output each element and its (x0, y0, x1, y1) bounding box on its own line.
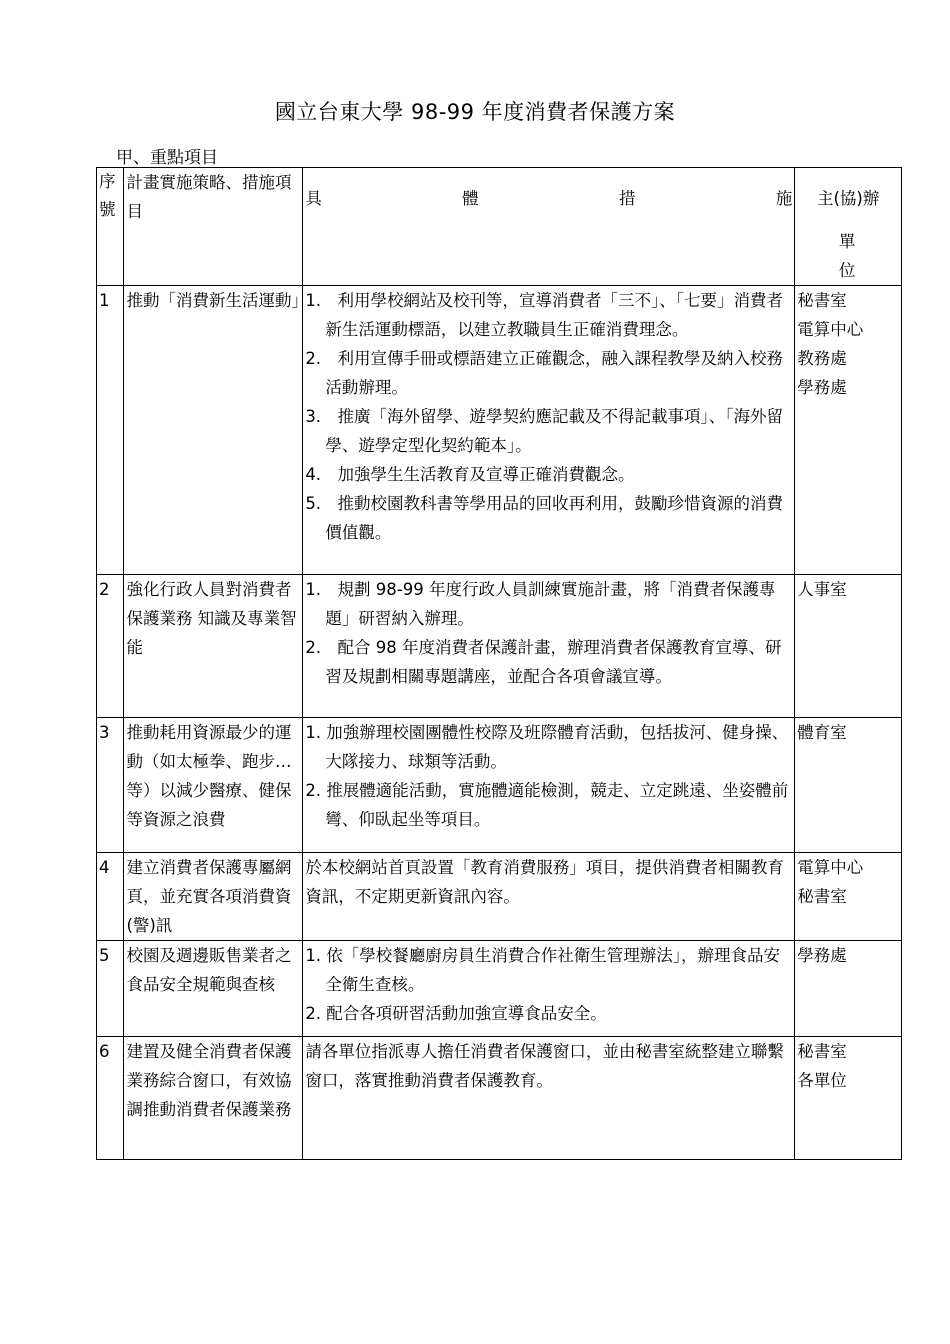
row-units (795, 286, 902, 575)
table-row (97, 941, 902, 1037)
row-measures (303, 286, 795, 575)
measure-item: 1. 加強辦理校園團體性校際及班際體育活動，包括拔河、健身操、大隊接力、球類等活動。 (305, 723, 789, 771)
unit-name: 秘書室 (797, 291, 847, 310)
unit-name: 電算中心 (797, 320, 864, 339)
header-strategy: 計畫實施策略、措施項目 (124, 168, 303, 286)
header-measure-char: 措 (618, 189, 636, 208)
measure-item: 1. 依「學校餐廳廚房員生消費合作社衛生管理辦法」，辦理食品安全衛生查核。 (305, 946, 781, 994)
row-units (795, 941, 902, 1037)
measure-item: 1. 規劃 98-99 年度行政人員訓練實施計畫，將「消費者保護專題」研習納入辦理。 (305, 580, 776, 628)
row-measures (303, 941, 795, 1037)
header-measure-char: 體 (462, 189, 479, 208)
section-heading: 甲、重點項目 (116, 148, 218, 168)
row-number: 1 (97, 286, 124, 575)
header-measure-char: 施 (775, 189, 793, 208)
row-strategy: 建置及健全消費者保護業務綜合窗口，有效協調推動消費者保護業務 (124, 1037, 303, 1160)
row-measures (303, 575, 795, 718)
row-measures (303, 718, 795, 853)
unit-name: 學務處 (797, 946, 847, 965)
row-units (795, 853, 902, 941)
row-number: 3 (97, 718, 124, 853)
header-unit-line1: 主(協)辦 (816, 189, 880, 208)
unit-name: 各單位 (797, 1071, 847, 1090)
unit-name: 秘書室 (797, 887, 847, 906)
row-units (795, 575, 902, 718)
table-row (97, 853, 902, 941)
unit-name: 學務處 (797, 378, 847, 397)
header-measure-char: 具 (305, 189, 322, 208)
row-measure-text: 請各單位指派專人擔任消費者保護窗口，並由秘書室統整建立聯繫窗口，落實推動消費者保護教育。 (303, 1037, 795, 1160)
table-row (97, 1037, 902, 1160)
row-strategy: 建立消費者保護專屬網頁，並充實各項消費資(警)訊 (124, 853, 303, 941)
measure-item: 2. 利用宣傳手冊或標語建立正確觀念，融入課程教學及納入校務活動辦理。 (305, 349, 784, 397)
measure-item: 4. 加強學生生活教育及宣導正確消費觀念。 (305, 465, 635, 484)
row-strategy: 校園及週邊販售業者之食品安全規範與查核 (124, 941, 303, 1037)
header-no: 序號 (97, 168, 124, 286)
table-header-row (97, 168, 902, 286)
row-number: 4 (97, 853, 124, 941)
row-number: 2 (97, 575, 124, 718)
row-measure-text: 於本校網站首頁設置「教育消費服務」項目，提供消費者相關教育資訊，不定期更新資訊內容。 (303, 853, 795, 941)
table-row (97, 286, 902, 575)
unit-name: 教務處 (797, 349, 847, 368)
row-strategy: 推動耗用資源最少的運動（如太極拳、跑步…等）以減少醫療、健保等資源之浪費 (124, 718, 303, 853)
header-measure (303, 168, 795, 286)
measure-item: 2. 推展體適能活動，實施體適能檢測，競走、立定跳遠、坐姿體前彎、仰臥起坐等項目。 (305, 781, 789, 829)
row-number: 6 (97, 1037, 124, 1160)
measure-item: 2. 配合各項研習活動加強宣導食品安全。 (305, 1004, 607, 1023)
row-number: 5 (97, 941, 124, 1037)
row-units (795, 718, 902, 853)
unit-name: 秘書室 (797, 1042, 847, 1061)
unit-name: 電算中心 (797, 858, 864, 877)
unit-name: 人事室 (797, 580, 847, 599)
unit-name: 體育室 (797, 723, 847, 742)
document-title: 國立台東大學 98-99 年度消費者保護方案 (274, 100, 676, 124)
measure-item: 5. 推動校園教科書等學用品的回收再利用，鼓勵珍惜資源的消費價值觀。 (305, 494, 784, 542)
row-strategy: 強化行政人員對消費者保護業務 知識及專業智能 (124, 575, 303, 718)
measure-item: 1. 利用學校網站及校刊等，宣導消費者「三不」、「七要」消費者新生活運動標語，以建立教職員生正確消費理念。 (305, 291, 784, 339)
consumer-protection-table (96, 167, 902, 1160)
header-unit (795, 168, 902, 286)
row-strategy: 推動「消費新生活運動」 (124, 286, 303, 575)
table-row (97, 718, 902, 853)
table-row (97, 575, 902, 718)
measure-item: 2. 配合 98 年度消費者保護計畫，辦理消費者保護教育宣導、研習及規劃相關專題講座，並配合各項會議宣導。 (305, 638, 782, 686)
measure-item: 3. 推廣「海外留學、遊學契約應記載及不得記載事項」、「海外留學、遊學定型化契約範本」。 (305, 407, 784, 455)
header-unit-line2: 單位 (838, 232, 880, 280)
row-units (795, 1037, 902, 1160)
